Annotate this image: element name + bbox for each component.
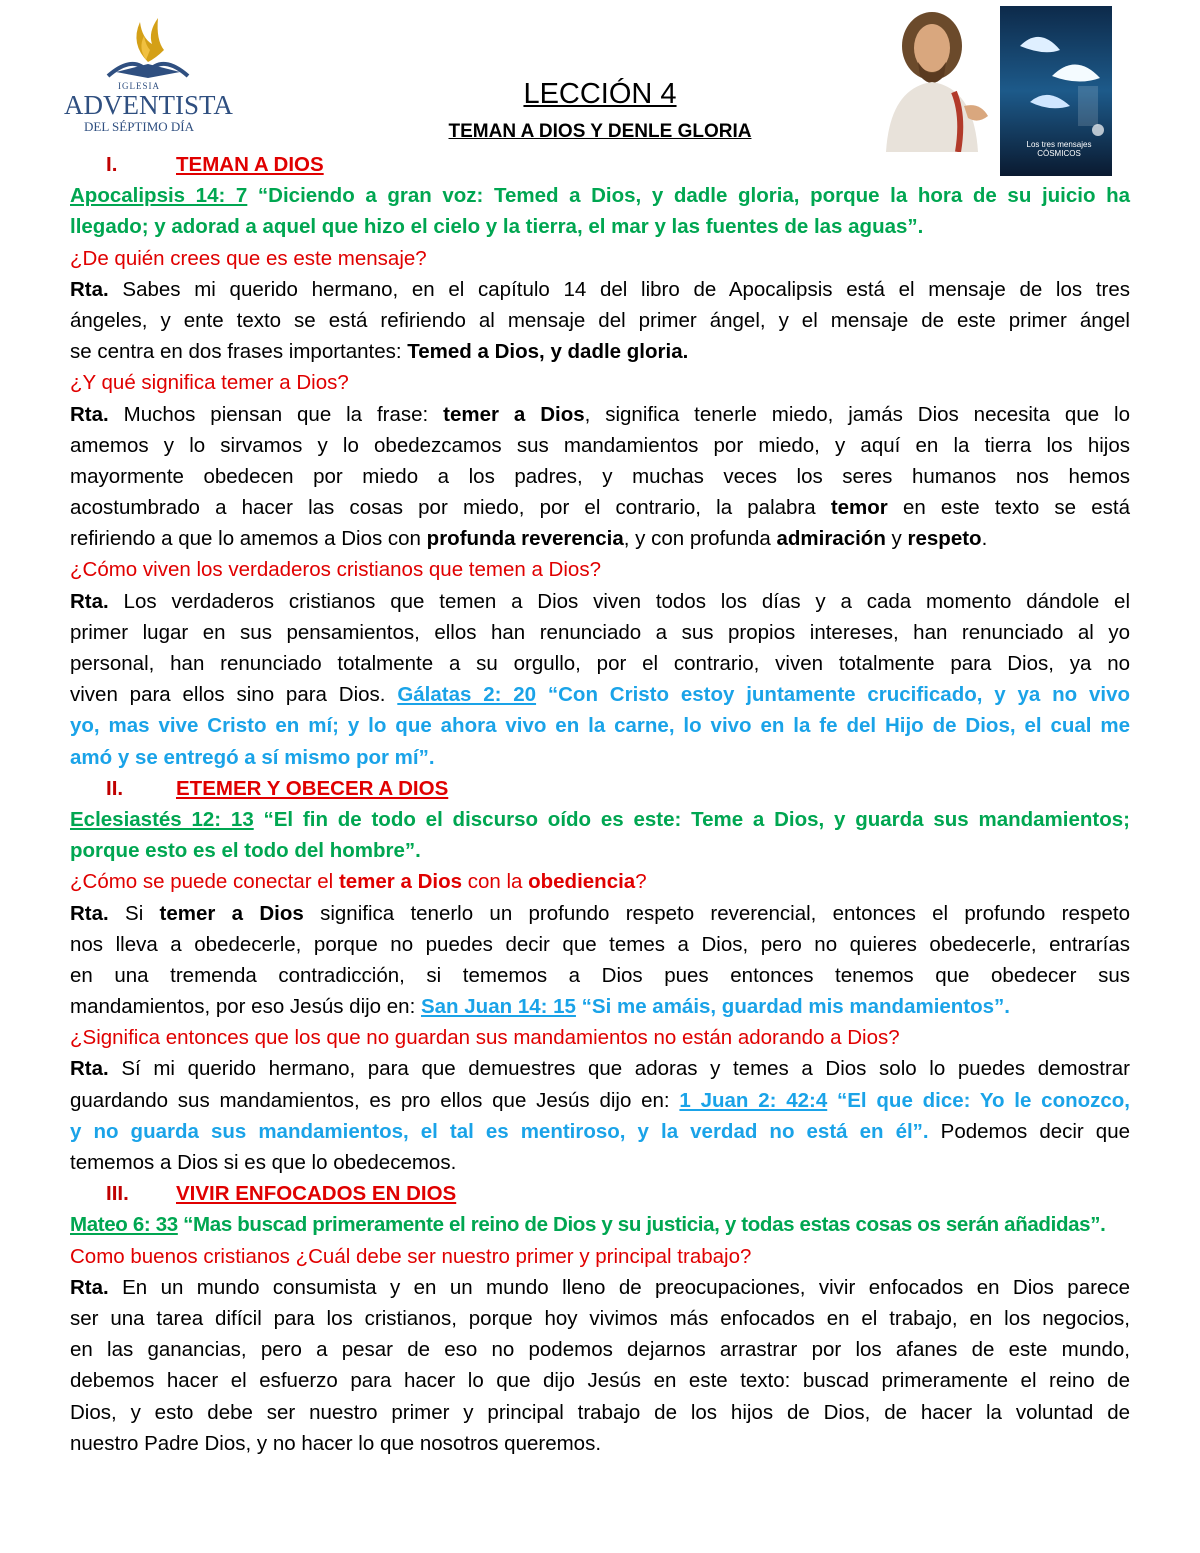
bible-verse: Eclesiastés 12: 13 “El fin de todo el discurso oído es este: Teme a Dios, y guarda sus mandamientos; [70,807,1130,831]
answer-line: en las ganancias, pero a pesar de eso no podemos dejarnos arrastrar por los afanes de este mundo, [70,1338,1130,1362]
bible-verse: llegado; y adorad a aquel que hizo el cielo y la tierra, el mar y las fuentes de las aguas”. [70,215,924,239]
bible-verse: Mateo 6: 33 “Mas buscad primeramente el reino de Dios y su justicia, y todas estas cosas os serán añadidas”. [70,1213,1106,1237]
question: ¿Cómo viven los verdaderos cristianos que temen a Dios? [70,558,601,582]
bible-verse: porque esto es el todo del hombre”. [70,839,421,863]
verse-reference: Mateo 6: 33 [70,1213,178,1237]
verse-reference: Apocalipsis 14: 7 [70,184,248,208]
answer-line: en una tremenda contradicción, si tememos a Dios pues entonces tenemos que obedecer sus [70,963,1130,987]
answer-line: nuestro Padre Dios, y no hacer lo que nosotros queremos. [70,1431,602,1455]
bible-verse: Apocalipsis 14: 7 “Diciendo a gran voz: Temed a Dios, y dadle gloria, porque la hora de su juicio ha [70,184,1131,208]
answer-line: ser una tarea difícil para los cristianos, porque hoy vivimos más enfocados en el trabajo, en los negocios, [70,1306,1130,1330]
book-cover-title: Los tres mensajes CÓSMICOS [1026,140,1092,158]
answer-line: mandamientos, por eso Jesús dijo en: San Juan 14: 15 “Si me amáis, guardad mis mandamientos”. [70,995,1011,1019]
answer-line: debemos hacer el esfuerzo para hacer lo que dijo Jesús en este texto: buscad primeramente el reino de [70,1369,1130,1393]
question: ¿De quién crees que es este mensaje? [70,246,427,270]
answer-line: viven para ellos sino para Dios. Gálatas 2: 20 “Con Cristo estoy juntamente crucificado, y ya no vivo [70,683,1130,707]
answer-line: primer lugar en sus pensamientos, ellos han renunciado a sus propios intereses, han renunciado al yo [70,620,1130,644]
church-logo-text: IGLESIA ADVENTISTA DEL SÉPTIMO DÍA [64,81,233,134]
section-heading: II. ETEMER Y OBECER A DIOS [106,776,449,800]
answer-paragraph: Rta. Sí mi querido hermano, para que demuestres que adoras y temes a Dios solo lo puedes demostrar [70,1057,1130,1081]
section-heading: III. VIVIR ENFOCADOS EN DIOS [106,1182,457,1206]
answer-paragraph: Rta. Si temer a Dios significa tenerlo un profundo respeto reverencial, entonces el profundo respeto [70,901,1130,925]
answer-line: acostumbrado a hacer las cosas por miedo, por el contrario, la palabra temor en este texto se está [70,496,1130,520]
answer-paragraph: Rta. Los verdaderos cristianos que temen a Dios viven todos los días y a cada momento dándole el [70,589,1130,613]
answer-line: y no guarda sus mandamientos, el tal es mentiroso, y la verdad no está en él”. Podemos decir que [70,1119,1130,1143]
answer-line: se centra en dos frases importantes: Temed a Dios, y dadle gloria. [70,340,689,364]
answer-paragraph: Rta. Muchos piensan que la frase: temer a Dios, significa tenerle miedo, jamás Dios necesita que lo [70,402,1130,426]
answer-paragraph: Rta. En un mundo consumista y en un mundo lleno de preocupaciones, vivir enfocados en Dios parece [70,1275,1130,1299]
answer-line: nos lleva a obedecerle, porque no puedes decir que temes a Dios, pero no quieres obedecerle, entrarías [70,932,1130,956]
verse-reference: San Juan 14: 15 [420,995,576,1019]
verse-reference: Eclesiastés 12: 13 [70,807,254,831]
answer-line: mayormente obedecen por miedo a los padres, y muchas veces los seres humanos nos hemos [70,464,1130,488]
answer-line: amemos y lo sirvamos y lo obedezcamos sus mandamientos por miedo, y aquí en la tierra los hijos [70,433,1130,457]
question: ¿Y qué significa temer a Dios? [70,371,349,395]
verse-reference: Gálatas 2: 20 [397,683,537,707]
question: ¿Significa entonces que los que no guardan sus mandamientos no están adorando a Dios? [70,1026,900,1050]
answer-line: personal, han renunciado totalmente a su orgullo, por el contrario, viven totalmente para Dios, ya no [70,652,1130,675]
answer-line: refiriendo a que lo amemos a Dios con profunda reverencia, y con profunda admiración y respeto. [70,527,988,551]
bible-verse: yo, mas vive Cristo en mí; y lo que ahora vivo en la carne, lo vivo en la fe del Hijo de Dios, el cual me [70,714,1130,738]
bible-verse: amó y se entregó a sí mismo por mí”. [70,745,435,769]
lesson-content [70,149,1130,1459]
answer-paragraph: Rta. Sabes mi querido hermano, en el capítulo 14 del libro de Apocalipsis está el mensaje de los tres [70,277,1130,301]
verse-reference: 1 Juan 2: 42:4 [679,1088,828,1112]
question: Como buenos cristianos ¿Cuál debe ser nuestro primer y principal trabajo? [70,1244,752,1268]
lesson-title: LECCIÓN 4 [523,78,677,110]
answer-line: tememos a Dios si es que lo obedecemos. [70,1151,457,1174]
lesson-subtitle: TEMAN A DIOS Y DENLE GLORIA [448,121,752,142]
answer-line: guardando sus mandamientos, es pro ellos que Jesús dijo en: 1 Juan 2: 42:4 “El que dice: Yo le conozco, [70,1088,1131,1112]
question: ¿Cómo se puede conectar el temer a Dios con la obediencia? [70,870,647,894]
answer-line: ángeles, y ente texto se está refiriendo al mensaje del primer ángel, y el mensaje de este primer ángel [70,308,1130,332]
section-heading: I. TEMAN A DIOS [106,153,324,176]
answer-line: Dios, y esto debe ser nuestro primer y principal trabajo de los hijos de Dios, de hacer la voluntad de [70,1400,1130,1424]
